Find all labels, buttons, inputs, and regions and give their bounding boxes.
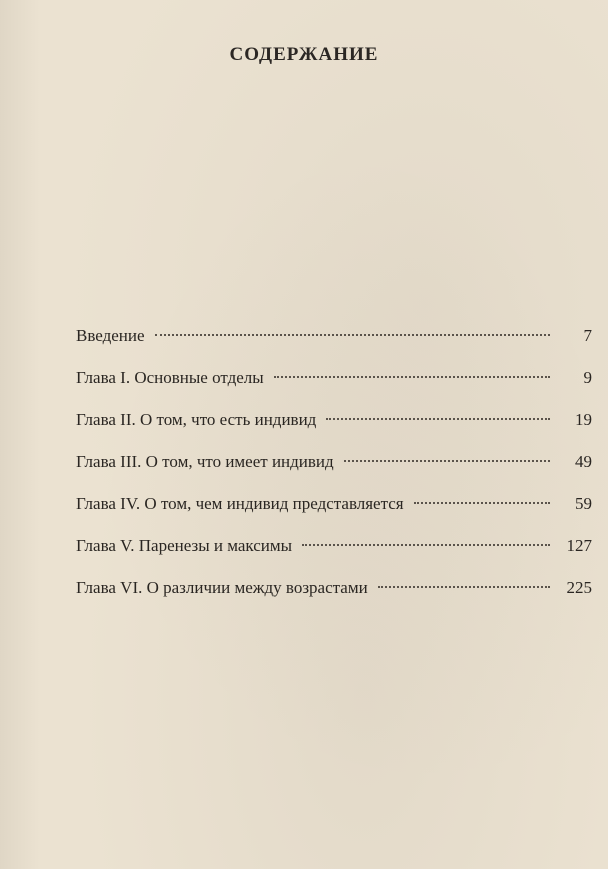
toc-entry-page: 19 bbox=[575, 410, 592, 429]
toc-entry-page: 59 bbox=[575, 494, 592, 513]
dot-leader bbox=[326, 418, 550, 420]
toc-entry-chapter-1 bbox=[76, 367, 592, 409]
toc-entry-page: 127 bbox=[566, 536, 592, 555]
toc-entry-label: Глава II. О том, что есть индивид bbox=[76, 410, 317, 429]
dot-leader bbox=[302, 544, 550, 546]
toc-entry-chapter-6 bbox=[76, 577, 592, 619]
toc-entry-chapter-4 bbox=[76, 493, 592, 535]
dot-leader bbox=[414, 502, 550, 504]
toc-entry-page: 49 bbox=[575, 452, 592, 471]
toc-entry-introduction bbox=[76, 325, 592, 367]
toc-entry-page: 225 bbox=[566, 578, 592, 597]
toc-entry-label: Глава IV. О том, чем индивид представляется bbox=[76, 494, 404, 513]
toc-entry-label: Глава VI. О различии между возрастами bbox=[76, 578, 368, 597]
toc-entry-label: Введение bbox=[76, 326, 145, 345]
dot-leader bbox=[344, 460, 550, 462]
toc-entry-page: 9 bbox=[583, 368, 592, 387]
dot-leader bbox=[274, 376, 550, 378]
dot-leader bbox=[378, 586, 550, 588]
toc-entry-chapter-3 bbox=[76, 451, 592, 493]
toc-entry-label: Глава III. О том, что имеет индивид bbox=[76, 452, 334, 471]
table-of-contents bbox=[76, 325, 592, 619]
toc-entry-page: 7 bbox=[583, 326, 592, 345]
toc-entry-chapter-5 bbox=[76, 535, 592, 577]
toc-entry-chapter-2 bbox=[76, 409, 592, 451]
dot-leader bbox=[155, 334, 550, 336]
toc-entry-label: Глава I. Основные отделы bbox=[76, 368, 264, 387]
page-title: СОДЕРЖАНИЕ bbox=[229, 44, 379, 65]
toc-entry-label: Глава V. Паренезы и максимы bbox=[76, 536, 293, 555]
